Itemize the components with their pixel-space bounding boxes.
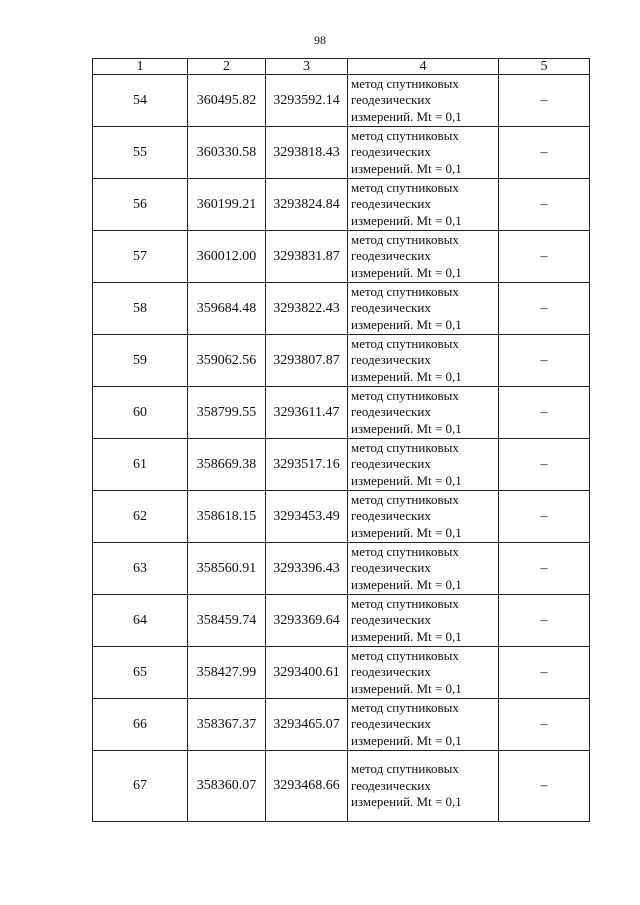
y-coordinate-cell: 3293818.43 xyxy=(266,127,348,179)
header-col-2: 2 xyxy=(188,59,266,75)
method-line: геодезических xyxy=(351,508,431,524)
note-cell: – xyxy=(499,283,590,335)
y-coordinate-cell: 3293465.07 xyxy=(266,699,348,751)
note-cell: – xyxy=(499,543,590,595)
table-row xyxy=(93,751,590,822)
point-number-cell: 60 xyxy=(93,387,188,439)
method-line: метод спутниковых xyxy=(351,439,459,455)
method-cell xyxy=(348,647,499,699)
method-line: метод спутниковых xyxy=(351,127,459,143)
header-row xyxy=(93,59,590,75)
x-coordinate-cell: 358560.91 xyxy=(188,543,266,595)
note-cell: – xyxy=(499,179,590,231)
note-cell: – xyxy=(499,127,590,179)
method-cell xyxy=(348,179,499,231)
note-cell: – xyxy=(499,75,590,127)
method-line: геодезических xyxy=(351,196,431,212)
y-coordinate-cell: 3293822.43 xyxy=(266,283,348,335)
method-cell xyxy=(348,439,499,491)
table-row xyxy=(93,595,590,647)
method-line: измерений. Mt = 0,1 xyxy=(351,794,462,810)
method-line: измерений. Mt = 0,1 xyxy=(351,264,462,280)
x-coordinate-cell: 358427.99 xyxy=(188,647,266,699)
point-number-cell: 63 xyxy=(93,543,188,595)
method-line: геодезических xyxy=(351,777,431,793)
x-coordinate-cell: 358360.07 xyxy=(188,751,266,822)
method-line: измерений. Mt = 0,1 xyxy=(351,472,462,488)
point-number-cell: 57 xyxy=(93,231,188,283)
method-cell xyxy=(348,387,499,439)
header-col-5: 5 xyxy=(499,59,590,75)
y-coordinate-cell: 3293468.66 xyxy=(266,751,348,822)
point-number-cell: 62 xyxy=(93,491,188,543)
note-cell: – xyxy=(499,647,590,699)
method-line: геодезических xyxy=(351,560,431,576)
x-coordinate-cell: 360495.82 xyxy=(188,75,266,127)
method-line: измерений. Mt = 0,1 xyxy=(351,524,462,540)
method-line: метод спутниковых xyxy=(351,75,459,91)
x-coordinate-cell: 358618.15 xyxy=(188,491,266,543)
point-number-cell: 55 xyxy=(93,127,188,179)
table-row xyxy=(93,543,590,595)
method-line: геодезических xyxy=(351,300,431,316)
method-line: измерений. Mt = 0,1 xyxy=(351,160,462,176)
note-cell: – xyxy=(499,231,590,283)
method-line: геодезических xyxy=(351,456,431,472)
y-coordinate-cell: 3293396.43 xyxy=(266,543,348,595)
table-row xyxy=(93,699,590,751)
table-row xyxy=(93,231,590,283)
y-coordinate-cell: 3293400.61 xyxy=(266,647,348,699)
table-row xyxy=(93,439,590,491)
table-row xyxy=(93,179,590,231)
point-number-cell: 64 xyxy=(93,595,188,647)
method-line: геодезических xyxy=(351,144,431,160)
method-line: измерений. Mt = 0,1 xyxy=(351,212,462,228)
method-cell xyxy=(348,751,499,822)
point-number-cell: 58 xyxy=(93,283,188,335)
table-row xyxy=(93,335,590,387)
method-cell xyxy=(348,283,499,335)
method-line: геодезических xyxy=(351,92,431,108)
method-cell xyxy=(348,699,499,751)
x-coordinate-cell: 359684.48 xyxy=(188,283,266,335)
method-line: метод спутниковых xyxy=(351,231,459,247)
method-line: геодезических xyxy=(351,248,431,264)
method-line: метод спутниковых xyxy=(351,283,459,299)
method-cell xyxy=(348,595,499,647)
point-number-cell: 66 xyxy=(93,699,188,751)
header-col-1: 1 xyxy=(93,59,188,75)
method-cell xyxy=(348,127,499,179)
method-line: измерений. Mt = 0,1 xyxy=(351,680,462,696)
table-row xyxy=(93,283,590,335)
point-number-cell: 61 xyxy=(93,439,188,491)
method-line: измерений. Mt = 0,1 xyxy=(351,368,462,384)
method-line: метод спутниковых xyxy=(351,335,459,351)
point-number-cell: 59 xyxy=(93,335,188,387)
table-row xyxy=(93,491,590,543)
method-line: геодезических xyxy=(351,664,431,680)
x-coordinate-cell: 360012.00 xyxy=(188,231,266,283)
method-cell xyxy=(348,543,499,595)
point-number-cell: 56 xyxy=(93,179,188,231)
note-cell: – xyxy=(499,699,590,751)
note-cell: – xyxy=(499,751,590,822)
method-line: геодезических xyxy=(351,612,431,628)
y-coordinate-cell: 3293611.47 xyxy=(266,387,348,439)
method-line: геодезических xyxy=(351,352,431,368)
table-row xyxy=(93,647,590,699)
note-cell: – xyxy=(499,335,590,387)
page-number: 98 xyxy=(314,33,326,47)
point-number-cell: 67 xyxy=(93,751,188,822)
method-line: метод спутниковых xyxy=(351,699,459,715)
header-col-4: 4 xyxy=(348,59,499,75)
method-line: измерений. Mt = 0,1 xyxy=(351,576,462,592)
method-cell xyxy=(348,231,499,283)
coordinates-table xyxy=(92,58,590,822)
method-line: измерений. Mt = 0,1 xyxy=(351,316,462,332)
method-line: метод спутниковых xyxy=(351,491,459,507)
table-row xyxy=(93,75,590,127)
method-line: метод спутниковых xyxy=(351,543,459,559)
method-line: метод спутниковых xyxy=(351,761,459,777)
y-coordinate-cell: 3293807.87 xyxy=(266,335,348,387)
x-coordinate-cell: 360199.21 xyxy=(188,179,266,231)
note-cell: – xyxy=(499,439,590,491)
table-row xyxy=(93,127,590,179)
y-coordinate-cell: 3293831.87 xyxy=(266,231,348,283)
x-coordinate-cell: 358367.37 xyxy=(188,699,266,751)
y-coordinate-cell: 3293369.64 xyxy=(266,595,348,647)
method-cell xyxy=(348,491,499,543)
method-cell xyxy=(348,335,499,387)
method-line: метод спутниковых xyxy=(351,179,459,195)
header-col-3: 3 xyxy=(266,59,348,75)
table-row xyxy=(93,387,590,439)
method-line: метод спутниковых xyxy=(351,595,459,611)
method-line: измерений. Mt = 0,1 xyxy=(351,628,462,644)
x-coordinate-cell: 358669.38 xyxy=(188,439,266,491)
point-number-cell: 54 xyxy=(93,75,188,127)
method-line: метод спутниковых xyxy=(351,387,459,403)
x-coordinate-cell: 358799.55 xyxy=(188,387,266,439)
note-cell: – xyxy=(499,491,590,543)
point-number-cell: 65 xyxy=(93,647,188,699)
method-line: измерений. Mt = 0,1 xyxy=(351,420,462,436)
method-line: измерений. Mt = 0,1 xyxy=(351,732,462,748)
method-line: геодезических xyxy=(351,404,431,420)
method-line: метод спутниковых xyxy=(351,647,459,663)
y-coordinate-cell: 3293592.14 xyxy=(266,75,348,127)
y-coordinate-cell: 3293824.84 xyxy=(266,179,348,231)
table-body xyxy=(93,75,590,822)
y-coordinate-cell: 3293453.49 xyxy=(266,491,348,543)
x-coordinate-cell: 359062.56 xyxy=(188,335,266,387)
method-cell xyxy=(348,75,499,127)
note-cell: – xyxy=(499,595,590,647)
x-coordinate-cell: 358459.74 xyxy=(188,595,266,647)
x-coordinate-cell: 360330.58 xyxy=(188,127,266,179)
note-cell: – xyxy=(499,387,590,439)
y-coordinate-cell: 3293517.16 xyxy=(266,439,348,491)
method-line: измерений. Mt = 0,1 xyxy=(351,108,462,124)
method-line: геодезических xyxy=(351,716,431,732)
